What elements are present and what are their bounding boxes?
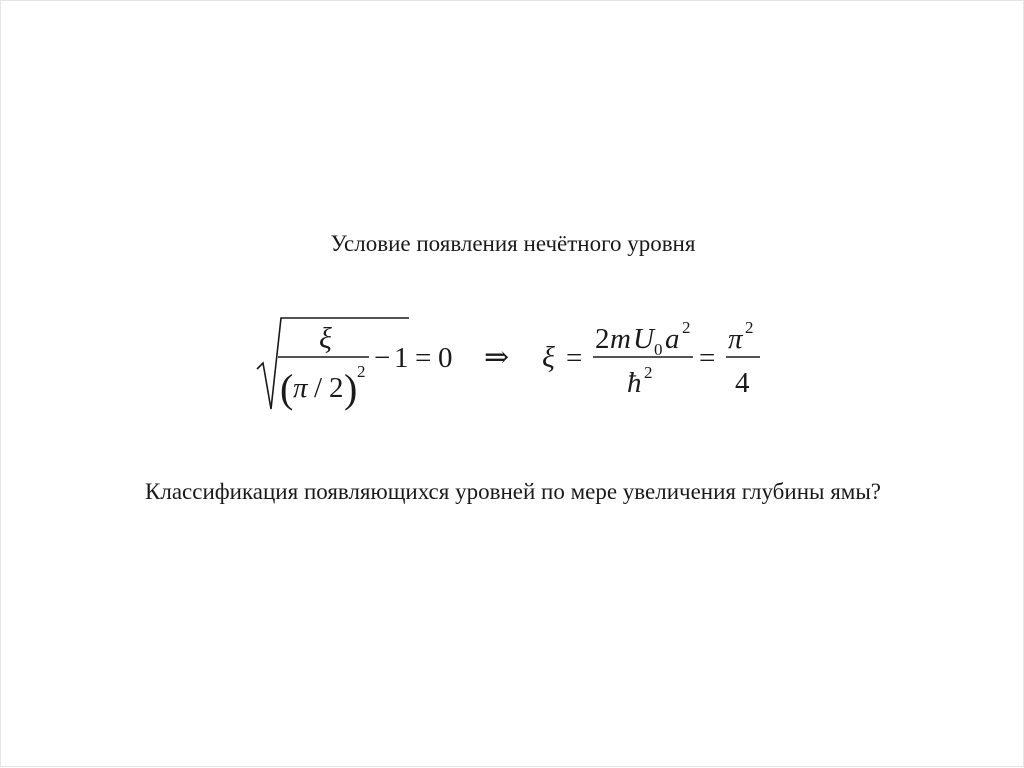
right-paren: ) (344, 366, 358, 411)
xi-lhs: ξ (542, 341, 555, 374)
numerator-mass: m (610, 323, 631, 355)
zero-result: 0 (438, 342, 453, 374)
pi-numerator: π (728, 323, 743, 355)
slide-heading: Условие появления нечётного уровня (330, 231, 696, 256)
odd-level-condition-formula (1, 1, 1024, 768)
numerator-coefficient: 2 (595, 323, 610, 355)
potential-subscript: 0 (654, 340, 663, 359)
implies-arrow: ⇒ (484, 341, 510, 374)
one-constant: 1 (394, 342, 409, 374)
square-exponent: 2 (357, 362, 366, 381)
four-denominator: 4 (735, 367, 750, 399)
numerator-potential: U (633, 323, 654, 355)
hbar-denominator: ħ (627, 367, 642, 399)
two-denominator: 2 (329, 372, 344, 404)
minus-sign: − (374, 342, 391, 374)
pi-exponent: 2 (745, 318, 754, 337)
classification-question: Классификация появляющихся уровней по мере увеличения глубины ямы? (145, 479, 881, 504)
width-exponent: 2 (682, 318, 691, 337)
hbar-exponent: 2 (644, 363, 653, 382)
division-slash: / (314, 372, 323, 404)
equals-sign-3: = (699, 342, 716, 374)
numerator-width: a (665, 323, 680, 355)
pi-symbol: π (293, 372, 308, 404)
xi-numerator: ξ (319, 322, 332, 355)
equals-sign-1: = (415, 342, 432, 374)
equals-sign-2: = (566, 342, 583, 374)
left-paren: ( (280, 366, 294, 411)
